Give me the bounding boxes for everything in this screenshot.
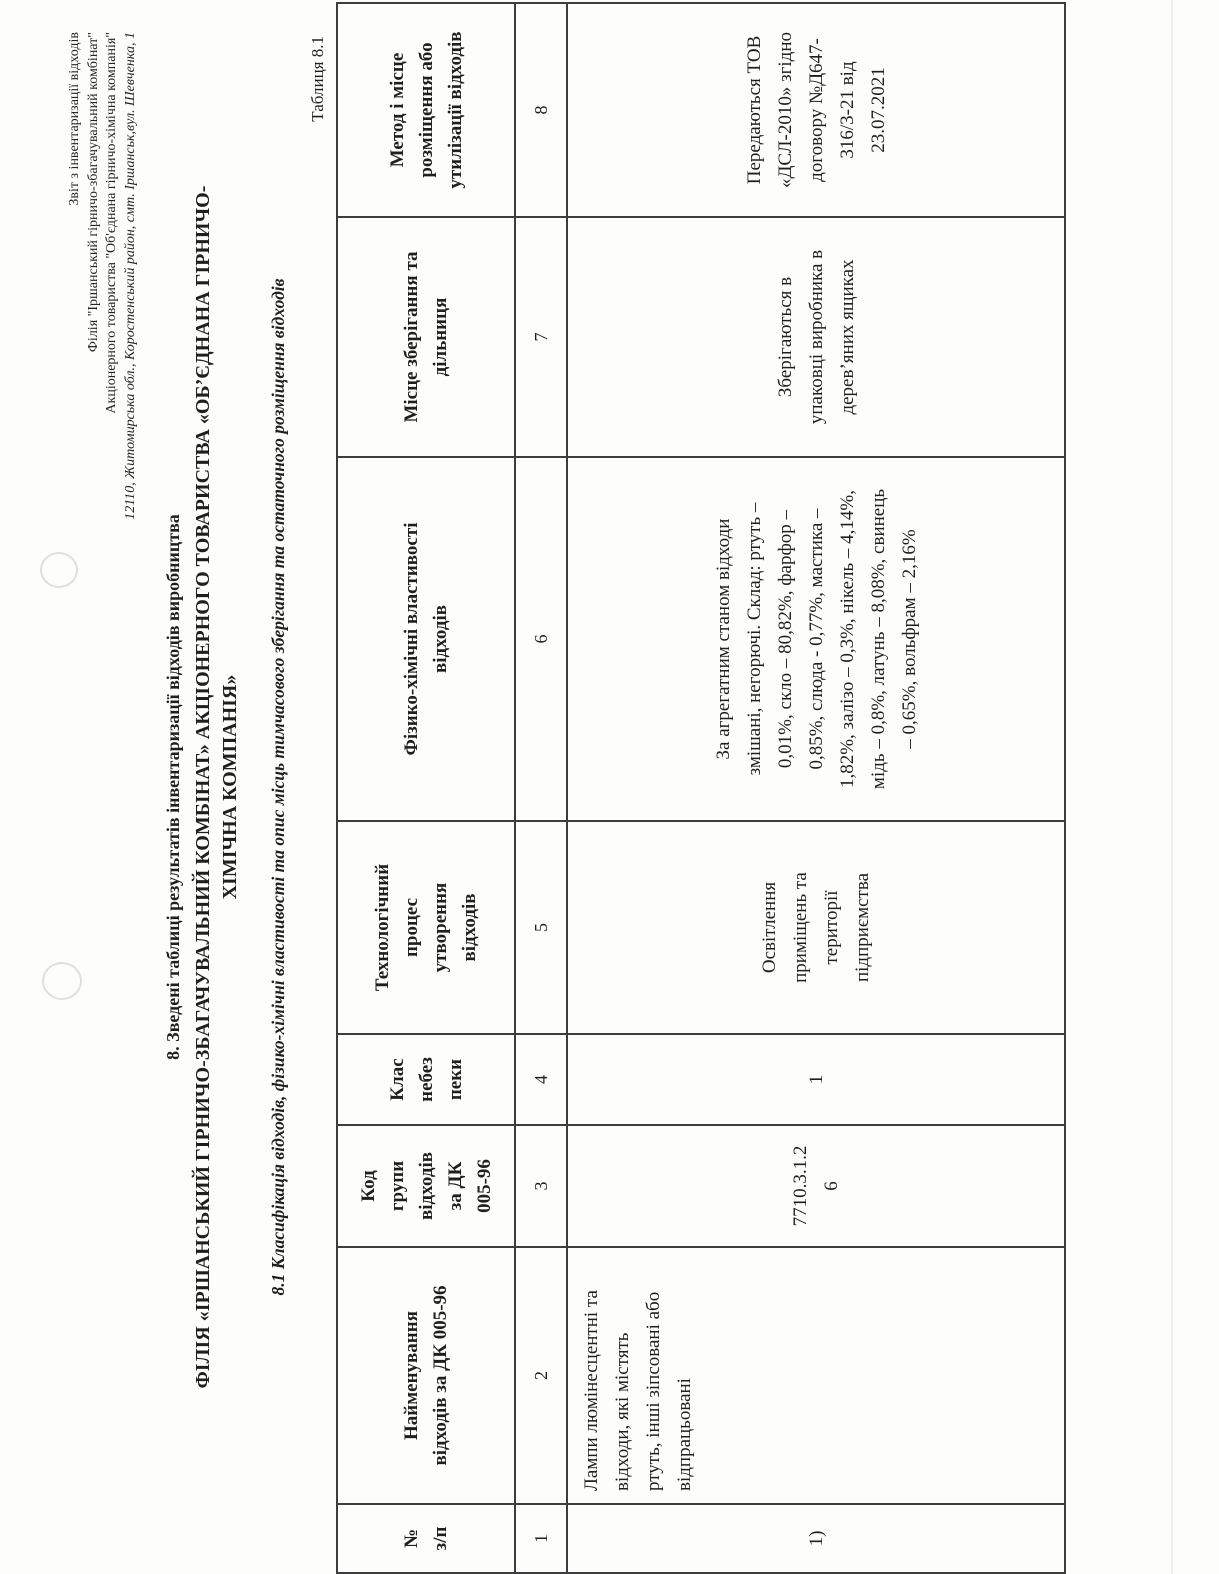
cell-storage: Зберігаються в упаковці виробника в дерев’яних ящиках — [568, 216, 1064, 456]
organization-title-line2: ХІМІЧНА КОМПАНІЯ» — [219, 674, 241, 900]
organization-title — [190, 0, 244, 1574]
title-block — [160, 0, 244, 1574]
cell-row-number: 1) — [568, 1503, 1064, 1572]
table-header-row — [338, 4, 516, 1572]
table-row — [568, 4, 1064, 1572]
header-cell-name: Найменування відходів за ДК 005-96 — [338, 1246, 516, 1503]
document-header — [66, 32, 140, 520]
waste-classification-table — [336, 2, 1066, 1574]
report-name-line: Звіт з інвентаризації відходів — [67, 32, 82, 206]
header-cell-number: № з/п — [338, 1503, 516, 1572]
header-cell-storage: Місце зберігання та дільниця — [338, 216, 516, 456]
header-cell-code: Код групи відходів за ДК 005-96 — [338, 1124, 516, 1246]
branch-name-line: Філія "Іршанський гірничо-збагачувальний комбінат" — [85, 32, 101, 353]
column-number: 5 — [516, 820, 568, 1033]
header-cell-hazard-class: Клас небез пеки — [338, 1033, 516, 1124]
table-label: Таблиця 8.1 — [308, 36, 327, 122]
section-heading: 8. Зведені таблиці результатів інвентаризації відходів виробництва — [163, 514, 183, 1060]
company-name-line: Акціонерного товариства "Об'єднана гірничо-хімічна компанія" — [104, 32, 119, 414]
cell-process: Освітлення приміщень та території підприємства — [568, 820, 1064, 1033]
header-cell-properties: Фізико-хімічні властивості відходів — [338, 456, 516, 820]
column-number: 8 — [516, 4, 568, 216]
header-cell-process: Технологічний процес утворення відходів — [338, 820, 516, 1033]
cell-waste-code: 7710.3.1.26 — [568, 1124, 1064, 1246]
scan-artifact-circle — [40, 552, 78, 588]
column-number: 7 — [516, 216, 568, 456]
cell-disposal: Передаються ТОВ «ДСЛ-2010» згідно договору №Д647-316/3-21 від 23.07.2021 — [743, 31, 889, 189]
column-number: 6 — [516, 456, 568, 820]
subsection-title: 8.1 Класифікація відходів, фізико-хімічні властивості та опис місць тимчасового зберігання та остаточного розміщення відходів — [268, 278, 288, 1296]
paper-edge-shadow — [1171, 0, 1173, 1574]
address-line: 12110, Житомирська обл., Коростенський район, смт. Іршанськ,вул. Шевченка, 1 — [122, 32, 138, 520]
column-numbers-row — [516, 4, 568, 1572]
column-number: 1 — [516, 1503, 568, 1572]
header-cell-disposal: Метод і місце розміщення або утилізації відходів — [338, 4, 516, 216]
cell-properties: За агрегатним станом відходи змішані, негорючі. Склад: ртуть – 0,01%, скло – 80,82%, фарфор – 0,85%, слюда - 0,77%, мастика – 1,82%, залізо – 0,3%, нікель – 4,14%, мідь – 0,8%, латунь – 8,08%, свинець – 0,65%, вольфрам – 2,16% — [568, 456, 1064, 820]
cell-waste-name: Лампи люмінесцентні та відходи, які містять ртуть, інші зіпсовані або відпрацьовані — [568, 1246, 1064, 1503]
organization-title-line1: ФІЛІЯ «ІРШАНСЬКИЙ ГІРНИЧО-ЗБАГАЧУВАЛЬНИЙ КОМБІНАТ» АКЦІОНЕРНОГО ТОВАРИСТВА «ОБ’ЄДНАНА ГІРНИЧО- — [192, 185, 214, 1389]
column-number: 4 — [516, 1033, 568, 1124]
column-number: 3 — [516, 1124, 568, 1246]
column-number: 2 — [516, 1246, 568, 1503]
scan-artifact-circle — [42, 962, 82, 1000]
cell-hazard-class: 1 — [568, 1033, 1064, 1124]
